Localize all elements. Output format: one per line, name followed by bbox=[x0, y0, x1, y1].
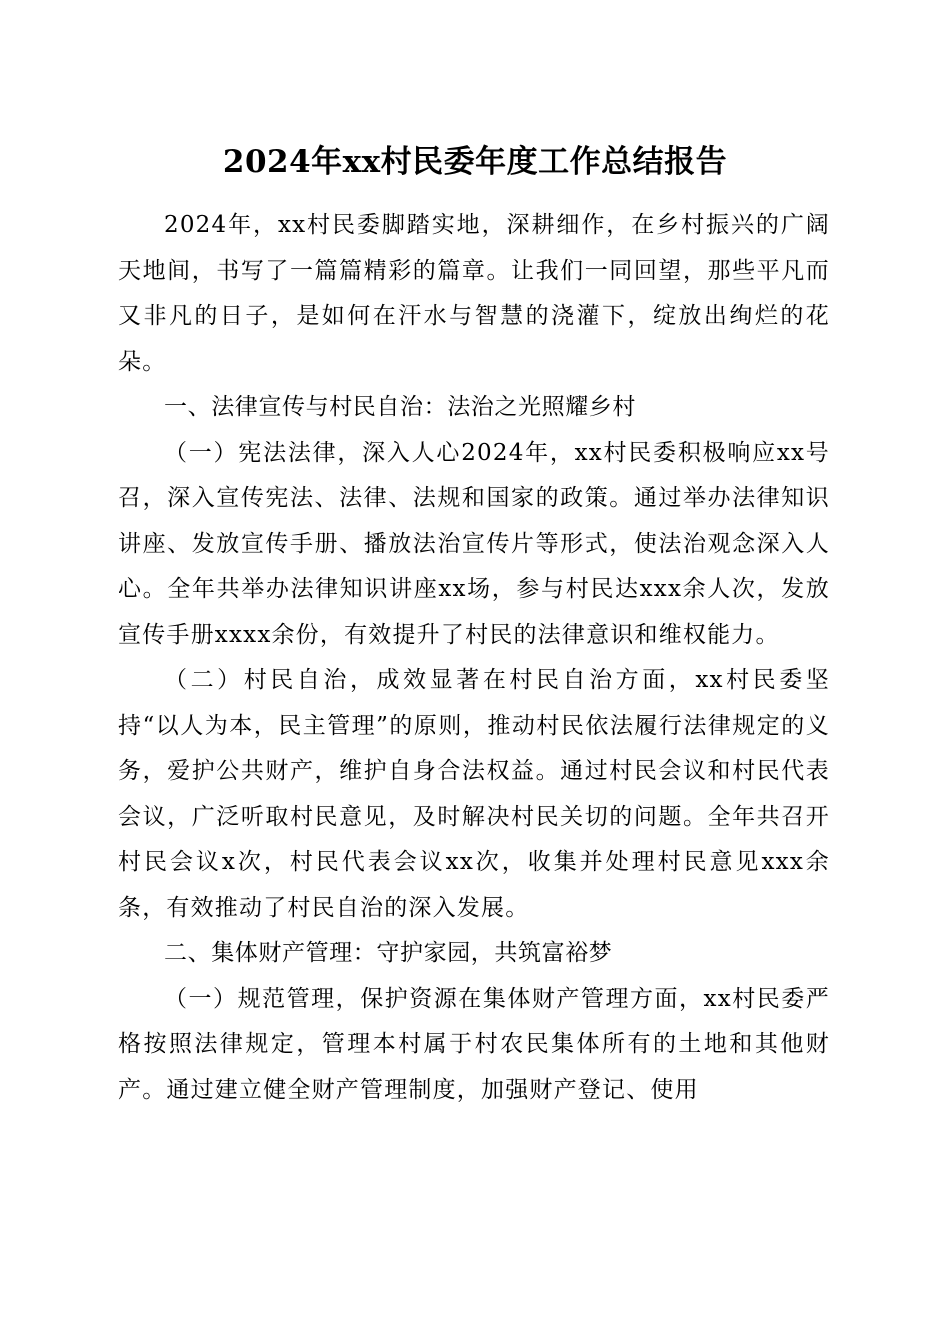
document-title: 2024年xx村民委年度工作总结报告 bbox=[222, 144, 728, 180]
section-2-paragraph-1: （一）规范管理，保护资源在集体财产管理方面，xx村民委严格按照法律规定，管理本村属于村农民集体所有的土地和其他财产。通过建立健全财产管理制度，加强财产登记、使用 bbox=[118, 985, 830, 1103]
document-body bbox=[118, 203, 830, 1113]
section-heading-2: 二、集体财产管理：守护家园，共筑富裕梦 bbox=[164, 940, 613, 966]
intro-paragraph: 2024年，xx村民委脚踏实地，深耕细作，在乡村振兴的广阔天地间，书写了一篇篇精彩的篇章。让我们一同回望，那些平凡而又非凡的日子，是如何在汗水与智慧的浇灌下，绽放出绚烂的花朵。 bbox=[118, 212, 830, 375]
section-heading-1: 一、法律宣传与村民自治：法治之光照耀乡村 bbox=[164, 394, 636, 420]
section-1-paragraph-2: （二）村民自治，成效显著在村民自治方面，xx村民委坚持“以人为本，民主管理”的原则，推动村民依法履行法律规定的义务，爱护公共财产，维护自身合法权益。通过村民会议和村民代表会议，广泛听取村民意见，及时解决村民关切的问题。全年共召开村民会议x次，村民代表会议xx次，收集并处理村民意见xxx余条，有效推动了村民自治的深入发展。 bbox=[118, 667, 830, 921]
section-1-paragraph-1: （一）宪法法律，深入人心2024年，xx村民委积极响应xx号召，深入宣传宪法、法律、法规和国家的政策。通过举办法律知识讲座、发放宣传手册、播放法治宣传片等形式，使法治观念深入人心。全年共举办法律知识讲座xx场，参与村民达xxx余人次，发放宣传手册xxxx余份，有效提升了村民的法律意识和维权能力。 bbox=[118, 439, 830, 648]
